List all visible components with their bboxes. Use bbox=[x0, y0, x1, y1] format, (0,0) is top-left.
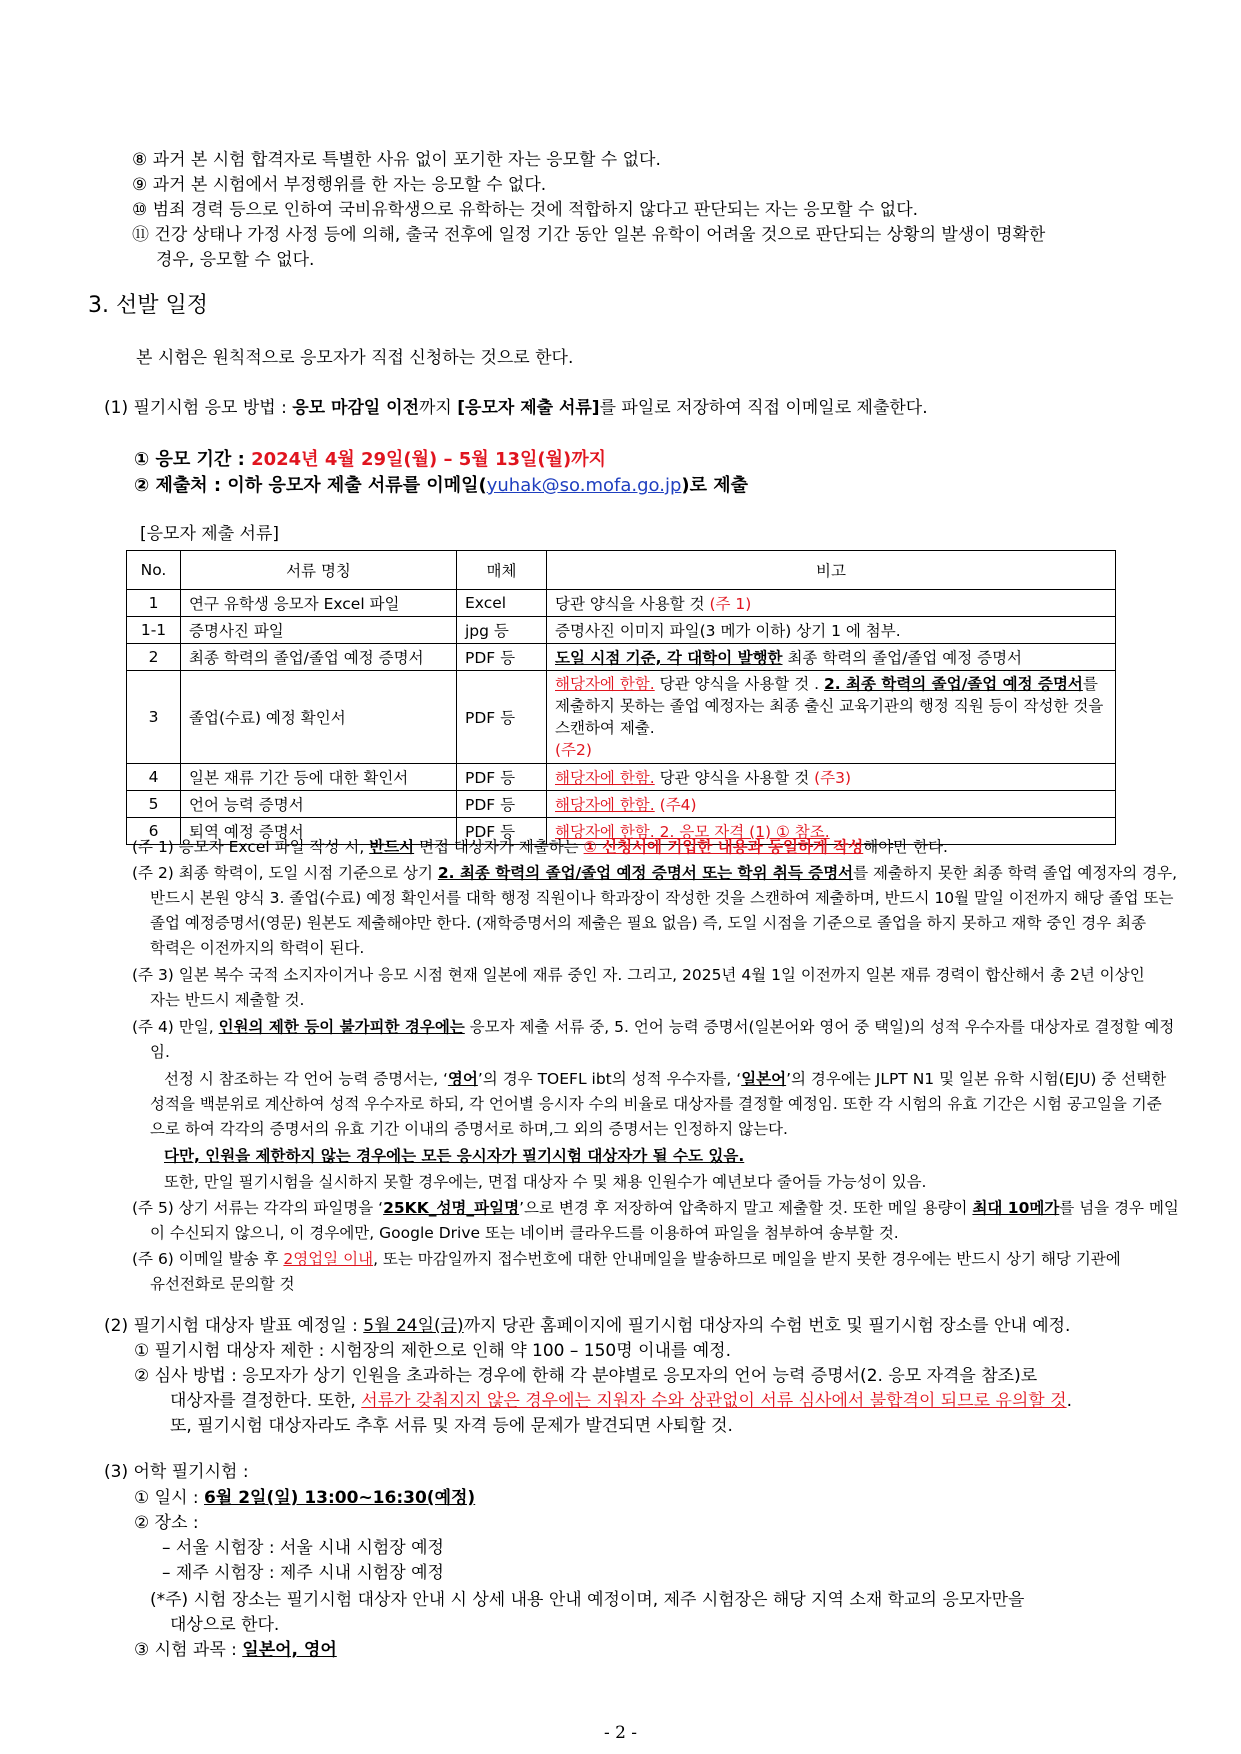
section-heading: 3. 선발 일정 bbox=[88, 293, 208, 318]
docs-table-title: [응모자 제출 서류] bbox=[140, 524, 280, 544]
table-row: 5 언어 능력 증명서 PDF 등 해당자에 한함. (주4) bbox=[127, 791, 1116, 818]
note-3: (주 3) 일본 복수 국적 소지자이거나 응모 시점 현재 일본에 재류 중인 자. 그리고, 2025년 4월 1일 이전까지 일본 재류 경력이 합산해서 총 2년 이상인 bbox=[132, 966, 1145, 984]
item1-application-method: (1) 필기시험 응모 방법 : 응모 마감일 이전까지 [응모자 제출 서류]를 파일로 저장하여 직접 이메일로 제출한다. bbox=[104, 398, 928, 418]
item3-place: ② 장소 : bbox=[134, 1513, 199, 1533]
table-row: 1-1 증명사진 파일 jpg 등 증명사진 이미지 파일(3 메가 이하) 상기 1 에 첨부. bbox=[127, 617, 1116, 644]
note-4-line4: 성적을 백분위로 계산하여 성적 우수자로 하되, 각 언어별 응시자 수의 비율로 대상자를 결정할 예정임. 또한 각 시험의 유효 기간은 시험 공고일을 기준 bbox=[150, 1095, 1162, 1113]
item3-note-line2: 대상으로 한다. bbox=[170, 1615, 280, 1635]
note-2-line2: 반드시 본원 양식 3. 졸업(수료) 예정 확인서를 대학 행정 직원이나 학과장이 작성한 것을 스캔하여 제출하며, 반드시 10월 말일 이전까지 해당 졸업 또는 bbox=[150, 889, 1174, 907]
note-4-line5: 으로 하여 각각의 증명서의 유효 기간 이내의 증명서로 하며,그 외의 증명서는 인정하지 않는다. bbox=[150, 1120, 788, 1138]
section-intro: 본 시험은 원칙적으로 응모자가 직접 신청하는 것으로 한다. bbox=[136, 348, 574, 368]
note-2: (주 2) 최종 학력이, 도일 시점 기준으로 상기 2. 최종 학력의 졸업/졸업 예정 증명서 또는 학위 취득 증명서를 제출하지 못한 최종 학력 졸업 예정자의 경우, bbox=[132, 864, 1178, 882]
note-5-line2: 이 수신되지 않으니, 이 경우에만, Google Drive 또는 네이버 클라우드를 이용하여 파일을 첨부하여 송부할 것. bbox=[150, 1224, 899, 1242]
note-6: (주 6) 이메일 발송 후 2영업일 이내, 또는 마감일까지 접수번호에 대한 안내메일을 발송하므로 메일을 받지 못한 경우에는 반드시 상기 해당 기관에 bbox=[132, 1250, 1121, 1268]
note-4-line3: 선정 시 참조하는 각 언어 능력 증명서는, ‘영어’의 경우 TOEFL ibt의 성적 우수자를, ‘일본어’의 경우에는 JLPT N1 및 일본 유학 시험(EJU) 중 선택한 bbox=[164, 1070, 1167, 1088]
note-4-line6: 다만, 인원을 제한하지 않는 경우에는 모든 응시자가 필기시험 대상자가 될 수도 있음. bbox=[164, 1147, 745, 1165]
item3-date: ① 일시 : 6월 2일(일) 13:00~16:30(예정) bbox=[134, 1488, 476, 1508]
header-no: No. bbox=[127, 551, 181, 590]
header-media: 매체 bbox=[457, 551, 547, 590]
note-4-line2: 임. bbox=[150, 1043, 170, 1061]
table-row: 3 졸업(수료) 예정 확인서 PDF 등 해당자에 한함. 당관 양식을 사용할 것 . 2. 최종 학력의 졸업/졸업 예정 증명서를 제출하지 못하는 졸업 예정자는 최종 출신 교육기관의 행정 직원 등이 작성한 것을 스캔하여 제출. (주2) bbox=[127, 671, 1116, 764]
item2-method: ② 심사 방법 : 응모자가 상기 인원을 초과하는 경우에 한해 각 분야별로 응모자의 언어 능력 증명서(2. 응모 자격을 참조)로 bbox=[134, 1366, 1038, 1386]
note-1: (주 1) 응모자 Excel 파일 작성 시, 반드시 면접 대상자가 제출하는 ① 신청서에 기입한 내용과 동일하게 작성해야만 한다. bbox=[132, 838, 948, 856]
page-number: - 2 - bbox=[603, 1723, 638, 1743]
documents-table bbox=[126, 550, 1116, 845]
table-row: 2 최종 학력의 졸업/졸업 예정 증명서 PDF 등 도일 시점 기준, 각 대학이 발행한 최종 학력의 졸업/졸업 예정 증명서 bbox=[127, 644, 1116, 671]
item3-title: (3) 어학 필기시험 : bbox=[104, 1462, 249, 1482]
table-row: 4 일본 재류 기간 등에 대한 확인서 PDF 등 해당자에 한함. 당관 양식을 사용할 것 (주3) bbox=[127, 764, 1116, 791]
item2-limit: ① 필기시험 대상자 제한 : 시험장의 제한으로 인해 약 100 – 150명 이내를 예정. bbox=[134, 1341, 731, 1361]
table-row: 1 연구 유학생 응모자 Excel 파일 Excel 당관 양식을 사용할 것 (주 1) bbox=[127, 590, 1116, 617]
item2-method-line2: 대상자를 결정한다. 또한, 서류가 갖춰지지 않은 경우에는 지원자 수와 상관없이 서류 심사에서 불합격이 되므로 유의할 것. bbox=[170, 1391, 1072, 1411]
note-2-line3: 졸업 예정증명서(영문) 원본도 제출해야만 한다. (재학증명서의 제출은 필요 없음) 즉, 도일 시점을 기준으로 졸업을 하지 못하고 재학 중인 경우 최종 bbox=[150, 914, 1147, 932]
note-6-line2: 유선전화로 문의할 것 bbox=[150, 1275, 295, 1293]
eligibility-item-11-cont: 경우, 응모할 수 없다. bbox=[156, 250, 315, 270]
eligibility-item-11: ⑪ 건강 상태나 가정 사정 등에 의해, 출국 전후에 일정 기간 동안 일본 유학이 어려울 것으로 판단되는 상황의 발생이 명확한 bbox=[132, 225, 1046, 245]
item3-note: (*주) 시험 장소는 필기시험 대상자 안내 시 상세 내용 안내 예정이며, 제주 시험장은 해당 지역 소재 학교의 응모자만을 bbox=[150, 1590, 1025, 1610]
item2-announcement: (2) 필기시험 대상자 발표 예정일 : 5월 24일(금)까지 당관 홈페이지에 필기시험 대상자의 수험 번호 및 필기시험 장소를 안내 예정. bbox=[104, 1316, 1071, 1336]
note-4-line7: 또한, 만일 필기시험을 실시하지 못할 경우에는, 면접 대상자 수 및 채용 인원수가 예년보다 줄어들 가능성이 있음. bbox=[164, 1173, 927, 1191]
note-5: (주 5) 상기 서류는 각각의 파일명을 ‘25KK_성명_파일명’으로 변경 후 저장하여 압축하지 말고 제출할 것. 또한 메일 용량이 최대 10메가를 넘을 경우 메일 bbox=[132, 1199, 1179, 1217]
note-4: (주 4) 만일, 인원의 제한 등이 불가피한 경우에는 응모자 제출 서류 중, 5. 언어 능력 증명서(일본어와 영어 중 택일)의 성적 우수자를 대상자로 결정할 예정 bbox=[132, 1018, 1175, 1036]
eligibility-item-10: ⑩ 범죄 경력 등으로 인하여 국비유학생으로 유학하는 것에 적합하지 않다고 판단되는 자는 응모할 수 없다. bbox=[132, 200, 919, 220]
item3-place-seoul: – 서울 시험장 : 서울 시내 시험장 예정 bbox=[162, 1538, 444, 1558]
eligibility-item-9: ⑨ 과거 본 시험에서 부정행위를 한 자는 응모할 수 없다. bbox=[132, 175, 547, 195]
item3-subjects: ③ 시험 과목 : 일본어, 영어 bbox=[134, 1640, 337, 1660]
eligibility-item-8: ⑧ 과거 본 시험 합격자로 특별한 사유 없이 포기한 자는 응모할 수 없다. bbox=[132, 150, 661, 170]
submission-address: ② 제출처 : 이하 응모자 제출 서류를 이메일(yuhak@so.mofa.go.jp)로 제출 bbox=[134, 475, 749, 496]
application-period: ① 응모 기간 : 2024년 4월 29일(월) – 5월 13일(월)까지 bbox=[134, 449, 607, 470]
item2-method-line3: 또, 필기시험 대상자라도 추후 서류 및 자격 등에 문제가 발견되면 사퇴할 것. bbox=[170, 1416, 733, 1436]
item3-place-jeju: – 제주 시험장 : 제주 시내 시험장 예정 bbox=[162, 1563, 444, 1583]
note-3-line2: 자는 반드시 제출할 것. bbox=[150, 991, 305, 1009]
table-row: 6 퇴역 예정 증명서 PDF 등 해당자에 한함. 2. 응모 자격 (1) ① 참조. bbox=[127, 818, 1116, 845]
header-remarks: 비고 bbox=[547, 551, 1116, 590]
header-name: 서류 명칭 bbox=[181, 551, 457, 590]
table-header-row bbox=[127, 551, 1116, 590]
note-2-line4: 학력은 이전까지의 학력이 된다. bbox=[150, 939, 365, 957]
email-link[interactable]: yuhak@so.mofa.go.jp bbox=[486, 475, 682, 496]
